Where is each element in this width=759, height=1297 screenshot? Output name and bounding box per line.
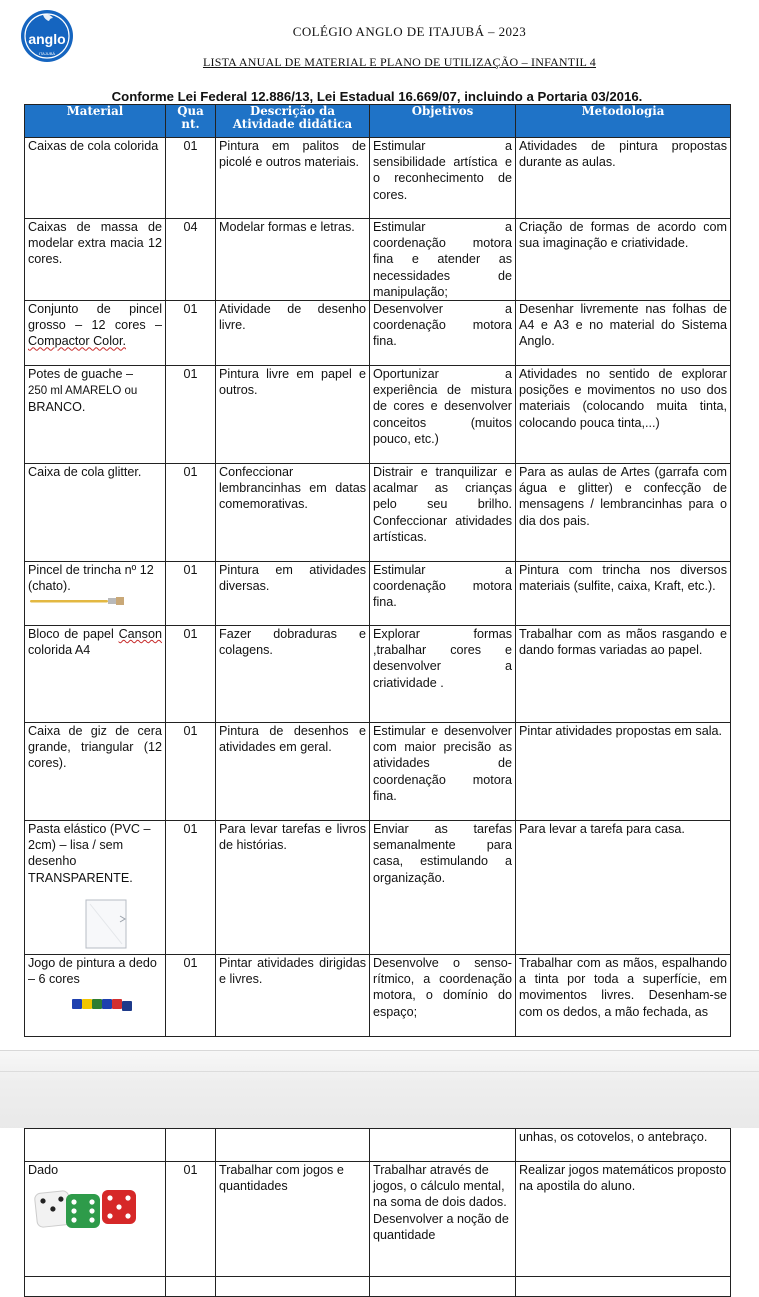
- material-table: [24, 104, 731, 1037]
- school-title: COLÉGIO ANGLO DE ITAJUBÁ – 2023: [292, 24, 527, 39]
- cell-quant: 01: [166, 301, 216, 366]
- cell-metodologia: Realizar jogos matemáticos proposto na apostila do aluno.: [516, 1162, 731, 1277]
- flat-brush-illustration: [28, 594, 128, 608]
- logo-subtext: ITAJUBÁ: [38, 51, 56, 56]
- table-row: [25, 366, 731, 464]
- cell-objetivos: Estimular a sensibilidade artística e o reconhecimento de cores.: [370, 138, 516, 219]
- cell-material: Pincel de trincha nº 12 (chato).: [25, 562, 166, 626]
- cell-descricao: Pintura de desenhos e atividades em geral.: [216, 723, 370, 821]
- cell-material: Caixas de massa de modelar extra macia 12 cores.: [25, 219, 166, 301]
- cell-objetivos: Enviar as tarefas semanalmente para casa, estimulando a organização.: [370, 821, 516, 955]
- cell-metodologia: Trabalhar com as mãos rasgando e dando formas variadas ao papel.: [516, 626, 731, 723]
- table-row: [25, 219, 731, 301]
- logo-text: anglo: [28, 31, 66, 47]
- cell-objetivos: Estimular e desenvolver com maior precisão as atividades de coordenação motora fina.: [370, 723, 516, 821]
- header-objetivos: Objetivos: [370, 105, 516, 138]
- cell-material: Caixa de cola glitter.: [25, 464, 166, 562]
- cell-objetivos: Estimular a coordenação motora fina.: [370, 562, 516, 626]
- cell-metodologia: Pintura com trincha nos diversos materiais (sulfite, caixa, Kraft, etc.).: [516, 562, 731, 626]
- cell-material: Conjunto de pincel grosso – 12 cores – Compactor Color.: [25, 301, 166, 366]
- cell-material: Bloco de papel Canson colorida A4: [25, 626, 166, 723]
- clear-folder-illustration: [28, 894, 168, 952]
- list-title: LISTA ANUAL DE MATERIAL E PLANO DE UTILIZAÇÃO – INFANTIL 4: [202, 55, 597, 69]
- cell-metodologia: unhas, os cotovelos, o antebraço.: [516, 1129, 731, 1162]
- cell-quant: [166, 1129, 216, 1162]
- cell-quant: 01: [166, 626, 216, 723]
- table-row: [25, 821, 731, 955]
- table-row: [25, 1129, 731, 1162]
- header-material: Material: [25, 105, 166, 138]
- table-header-row: [25, 105, 731, 138]
- cell-material: [25, 1129, 166, 1162]
- header-quantidade: Qua nt.: [166, 105, 216, 138]
- table-row: [25, 955, 731, 1037]
- table-row: [25, 626, 731, 723]
- cell-metodologia: Para as aulas de Artes (garrafa com água e glitter) e confecção de mensagens / lembrancinhas para o dia dos pais.: [516, 464, 731, 562]
- dice-illustration: [28, 1182, 148, 1232]
- header-descricao: Descrição da Atividade didática: [216, 105, 370, 138]
- material-table-continuation: [24, 1128, 731, 1297]
- finger-paint-pots-illustration: [28, 991, 168, 1017]
- cell-descricao: Modelar formas e letras.: [216, 219, 370, 301]
- cell-descricao: Confeccionar lembrancinhas em datas comemorativas.: [216, 464, 370, 562]
- cell-descricao: Pintar atividades dirigidas e livres.: [216, 955, 370, 1037]
- table-row: [25, 723, 731, 821]
- cell-material: Caixas de cola colorida: [25, 138, 166, 219]
- cell-quant: 01: [166, 723, 216, 821]
- cell-objetivos: Desenvolver a coordenação motora fina.: [370, 301, 516, 366]
- cell-quant: 01: [166, 821, 216, 955]
- cell-quant: 01: [166, 366, 216, 464]
- cell-objetivos: Explorar formas ,trabalhar cores e desenvolver a criatividade .: [370, 626, 516, 723]
- cell-quant: 04: [166, 219, 216, 301]
- header-metodologia: Metodologia: [516, 105, 731, 138]
- cell-metodologia: Atividades no sentido de explorar posições e movimentos no uso dos materiais (colocando muita tinta, colocando pouca tinta,...): [516, 366, 731, 464]
- cell-descricao: Para levar tarefas e livros de histórias.: [216, 821, 370, 955]
- cell-descricao: Pintura em palitos de picolé e outros materiais.: [216, 138, 370, 219]
- cell-objetivos: [370, 1129, 516, 1162]
- cell-material: Caixa de giz de cera grande, triangular (12 cores).: [25, 723, 166, 821]
- cell-objetivos: Trabalhar através de jogos, o cálculo mental, na soma de dois dados. Desenvolver a noção de quantidade: [370, 1162, 516, 1277]
- cell-descricao: Atividade de desenho livre.: [216, 301, 370, 366]
- cell-quant: 01: [166, 464, 216, 562]
- cell-material: Dado: [25, 1162, 166, 1277]
- cell-objetivos: Distrair e tranquilizar e acalmar as crianças pelo seu brilho. Confeccionar atividades artísticas.: [370, 464, 516, 562]
- table-row: [25, 301, 731, 366]
- cell-descricao: [216, 1129, 370, 1162]
- cell-metodologia: Para levar a tarefa para casa.: [516, 821, 731, 955]
- cell-metodologia: Atividades de pintura propostas durante as aulas.: [516, 138, 731, 219]
- table-row: [25, 1162, 731, 1277]
- cell-quant: 01: [166, 1162, 216, 1277]
- cell-quant: 01: [166, 955, 216, 1037]
- cell-material: Jogo de pintura a dedo – 6 cores: [25, 955, 166, 1037]
- law-reference: Conforme Lei Federal 12.886/13, Lei Estadual 16.669/07, incluindo a Portaria 03/2016.: [111, 89, 643, 104]
- cell-quant: 01: [166, 562, 216, 626]
- cell-objetivos: Desenvolve o senso-rítmico, a coordenação motora, o domínio do espaço;: [370, 955, 516, 1037]
- cell-quant: 01: [166, 138, 216, 219]
- cell-descricao: Pintura livre em papel e outros.: [216, 366, 370, 464]
- cell-objetivos: Estimular a coordenação motora fina e atender as necessidades de manipulação;: [370, 219, 516, 301]
- cell-metodologia: Pintar atividades propostas em sala.: [516, 723, 731, 821]
- cell-descricao: Trabalhar com jogos e quantidades: [216, 1162, 370, 1277]
- table-row: [25, 138, 731, 219]
- cell-descricao: Fazer dobraduras e colagens.: [216, 626, 370, 723]
- cell-objetivos: Oportunizar a experiência de mistura de cores e desenvolver conceitos (muitos pouco, etc.): [370, 366, 516, 464]
- table-row: [25, 562, 731, 626]
- cell-metodologia: Criação de formas de acordo com sua imaginação e criatividade.: [516, 219, 731, 301]
- cell-material: Pasta elástico (PVC –2cm) – lisa / sem desenho TRANSPARENTE.: [25, 821, 166, 955]
- cell-material: Potes de guache – 250 ml AMARELO ou BRANCO.: [25, 366, 166, 464]
- page-gap: [0, 1050, 759, 1131]
- cell-metodologia: Desenhar livremente nas folhas de A4 e A3 e no material do Sistema Anglo.: [516, 301, 731, 366]
- cell-metodologia: Trabalhar com as mãos, espalhando a tinta por toda a superfície, em movimentos livres. Desenham-se com os dedos, a mão fechada, as: [516, 955, 731, 1037]
- table-row: [25, 464, 731, 562]
- cell-descricao: Pintura em atividades diversas.: [216, 562, 370, 626]
